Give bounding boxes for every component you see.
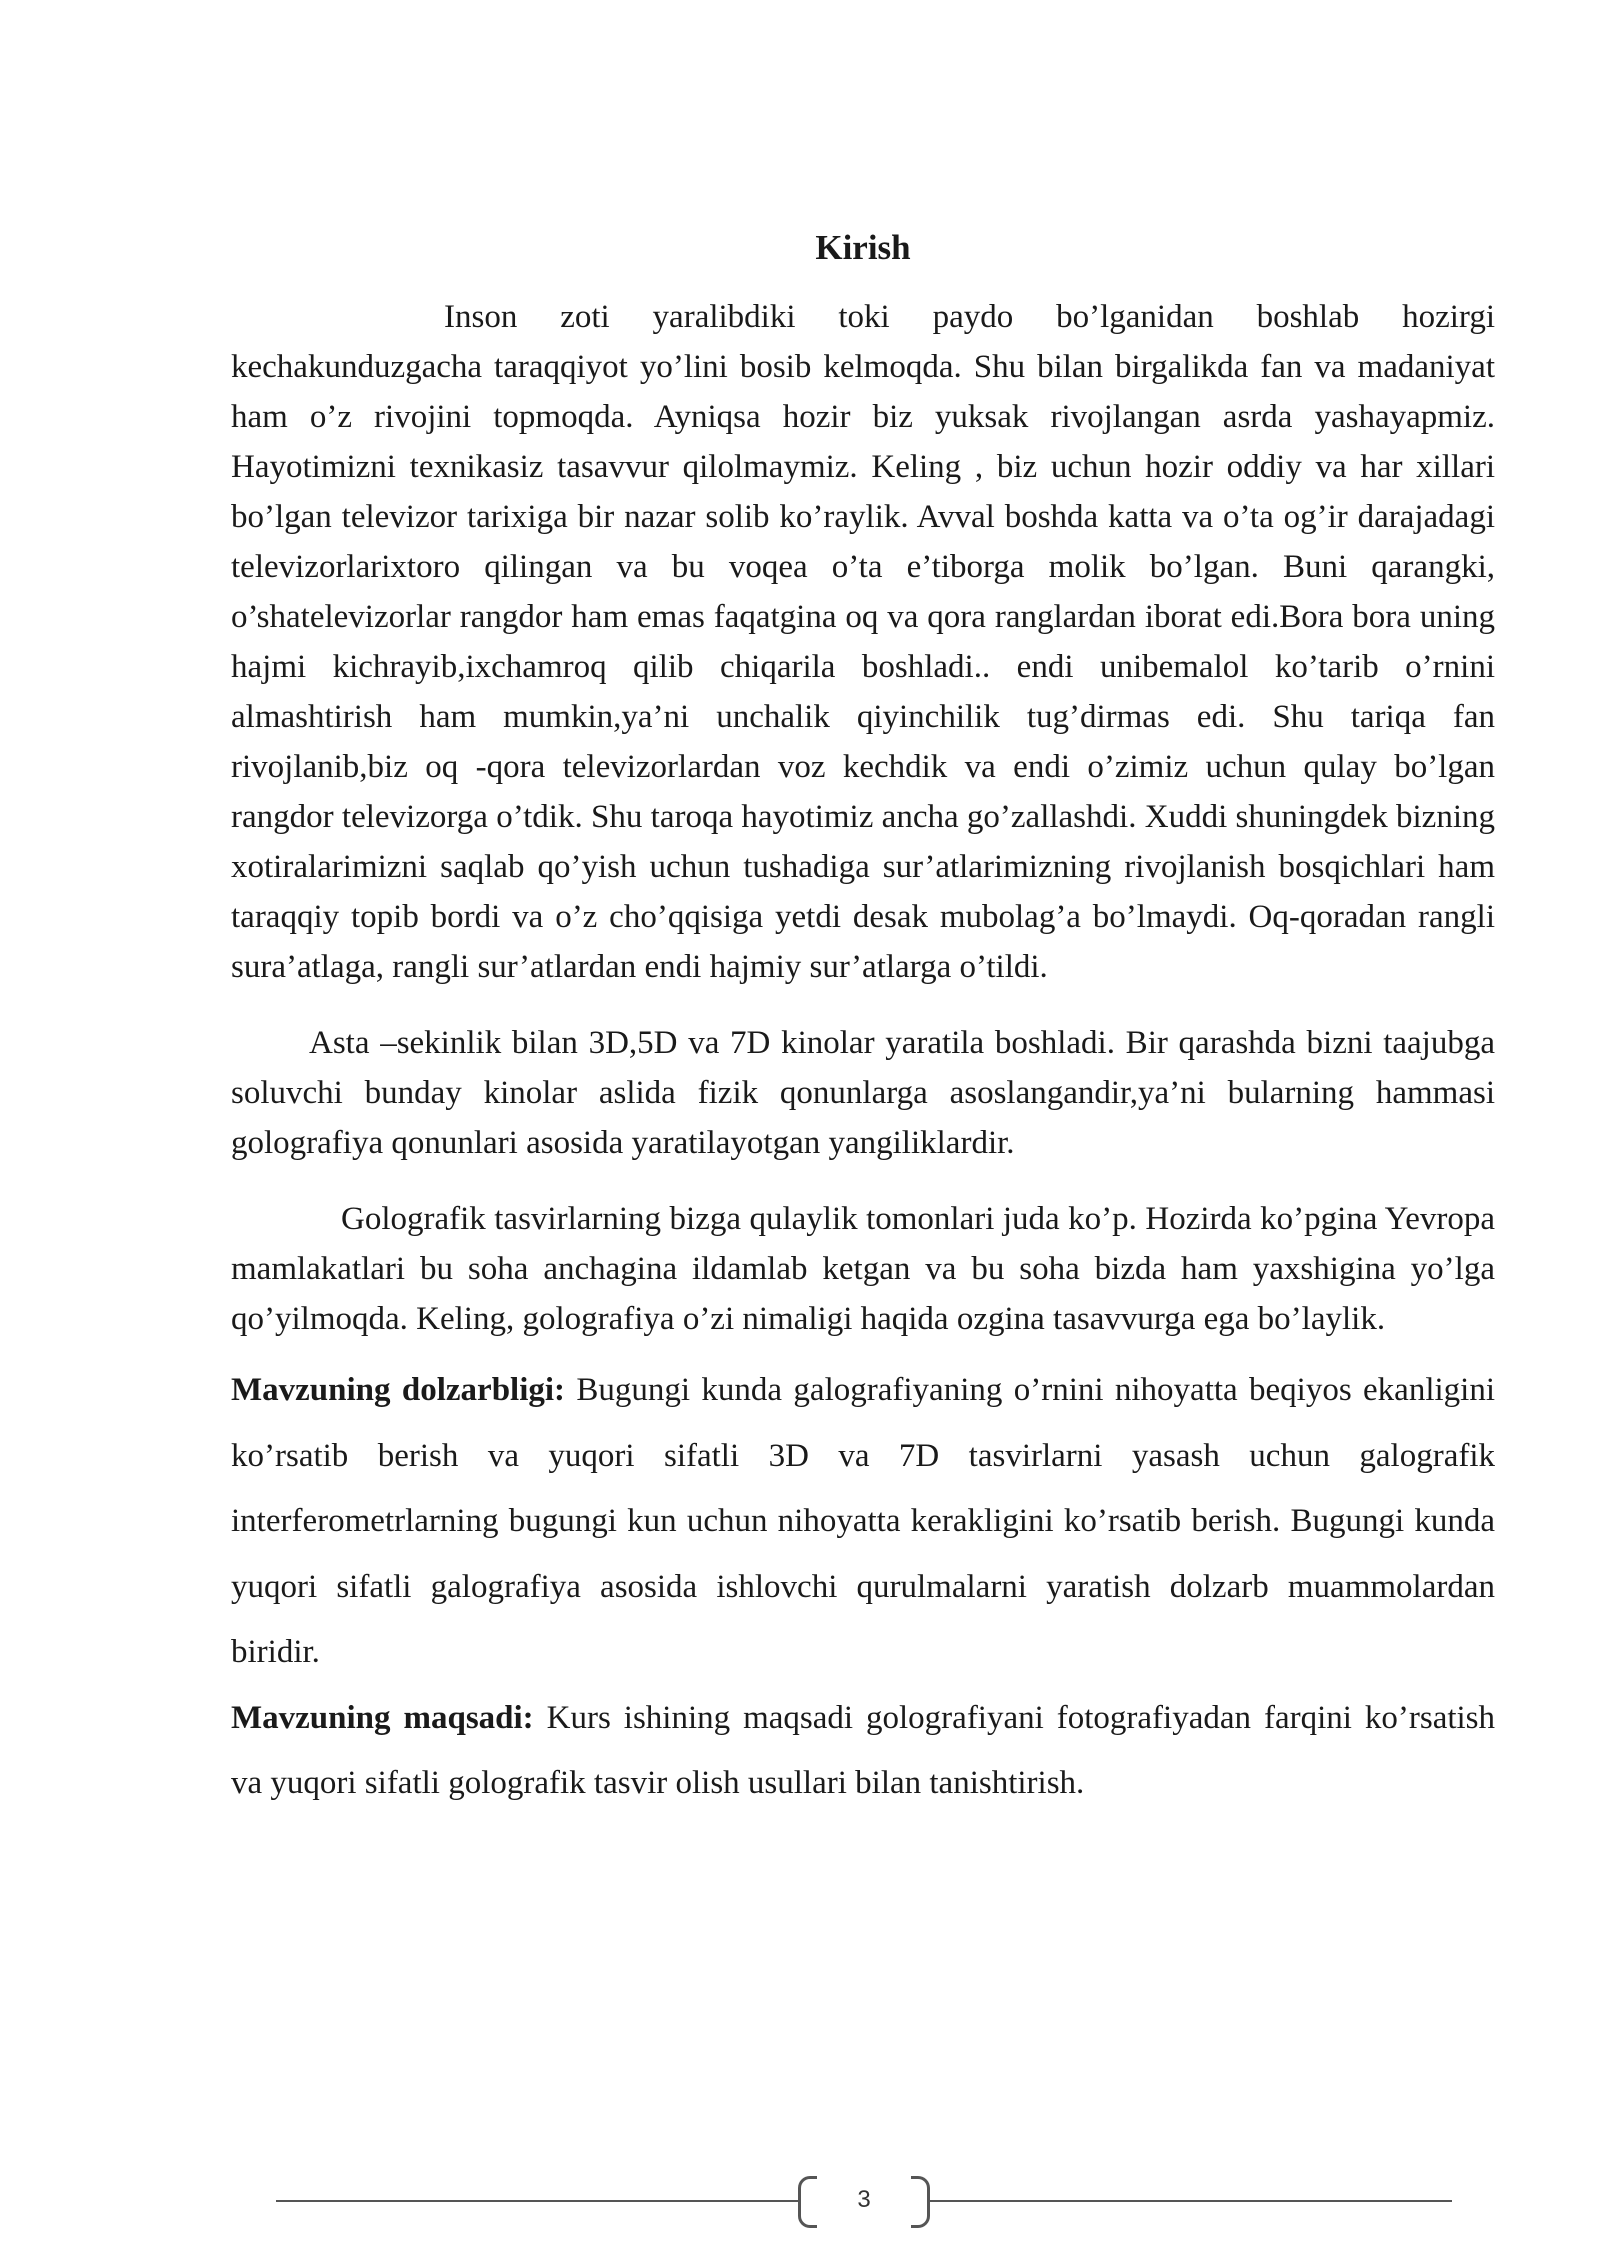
paragraph-goal [231,1686,1495,1817]
page-footer [276,2170,1452,2230]
relevance-label: Mavzuning dolzarbligi: [231,1372,566,1408]
paragraph-relevance [231,1358,1495,1686]
paragraph-3d-films: Asta –sekinlik bilan 3D,5D va 7D kinolar yaratila boshladi. Bir qarashda bizni taajubga soluvchi bunday kinolar aslida fizik qonunlarga asoslangandir,ya’ni bularning hammasi golografiya qonunlari asosida yaratilayotgan yangiliklardir. [231,1025,1495,1161]
page-content [231,226,1495,1817]
goal-text: Kurs ishining maqsadi golografiyani fotografiyadan farqini ko’rsatish va yuqori sifatli golografik tasvir olish usullari bilan tanishtirish. [231,1699,1496,1801]
paragraph-intro: Inson zoti yaralibdiki toki paydo bo’lganidan boshlab hozirgi kechakunduzgacha taraqqiyot yo’lini bosib kelmoqda. Shu bilan birgalikda fan va madaniyat ham o’z rivojini topmoqda. Ayniqsa hozir biz yuksak rivojlangan asrda yashayapmiz. Hayotimizni texnikasiz tasavvur qilolmaymiz. Keling , biz uchun hozir oddiy va har xillari bo’lgan televizor tarixiga bir nazar solib ko’raylik. Avval boshda katta va o’ta og’ir darajadagi televizorlarixtoro qilingan va bu voqea o’ta e’tiborga molik bo’lgan. Buni qarangki, o’shatelevizorlar rangdor ham emas faqatgina oq va qora ranglardan iborat edi.Bora bora uning hajmi kichrayib,ixchamroq qilib chiqarila boshladi.. endi unibemalol ko’tarib o’rnini almashtirish ham mumkin,ya’ni unchalik qiyinchilik tug’dirmas edi. Shu tariqa fan rivojlanib,biz oq -qora televizorlardan voz kechdik va endi o’zimiz uchun qulay bo’lgan rangdor televizorga o’tdik. Shu taroqa hayotimiz ancha go’zallashdi. Xuddi shuningdek bizning xotiralarimizni saqlab qo’yish uchun tushadiga sur’atlarimizning rivojlanish bosqichlari ham taraqqiy topib bordi va o’z cho’qqisiga yetdi desak mubolag’a bo’lmaydi. Oq-qoradan rangli sura’atlaga, rangli sur’atlardan endi hajmiy sur’atlarga o’tildi. [231,299,1495,985]
footer-bracket-left [798,2176,817,2228]
page-number: 3 [857,2186,871,2213]
footer-rule-left [276,2200,798,2202]
page-title: Kirish [815,228,911,267]
relevance-text: Bugungi kunda galografiyaning o’rnini nihoyatta beqiyos ekanligini ko’rsatib berish va yuqori sifatli 3D va 7D tasvirlarni yasash uchun galografik interferometrlarning bugungi kun uchun nihoyatta kerakligini ko’rsatib berish. Bugungi kunda yuqori sifatli galografiya asosida ishlovchi qurulmalarni yaratish dolzarb muammolardan biridir. [231,1372,1496,1670]
goal-label: Mavzuning maqsadi: [231,1699,534,1736]
footer-rule-right [930,2200,1452,2202]
footer-bracket-right [911,2176,930,2228]
paragraph-holographic-images: Golografik tasvirlarning bizga qulaylik tomonlari juda ko’p. Hozirda ko’pgina Yevropa mamlakatlari bu soha anchagina ildamlab ketgan va bu soha bizda ham yaxshigina yo’lga qo’yilmoqda. Keling, golografiya o’zi nimaligi haqida ozgina tasavvurga ega bo’laylik. [231,1201,1495,1337]
